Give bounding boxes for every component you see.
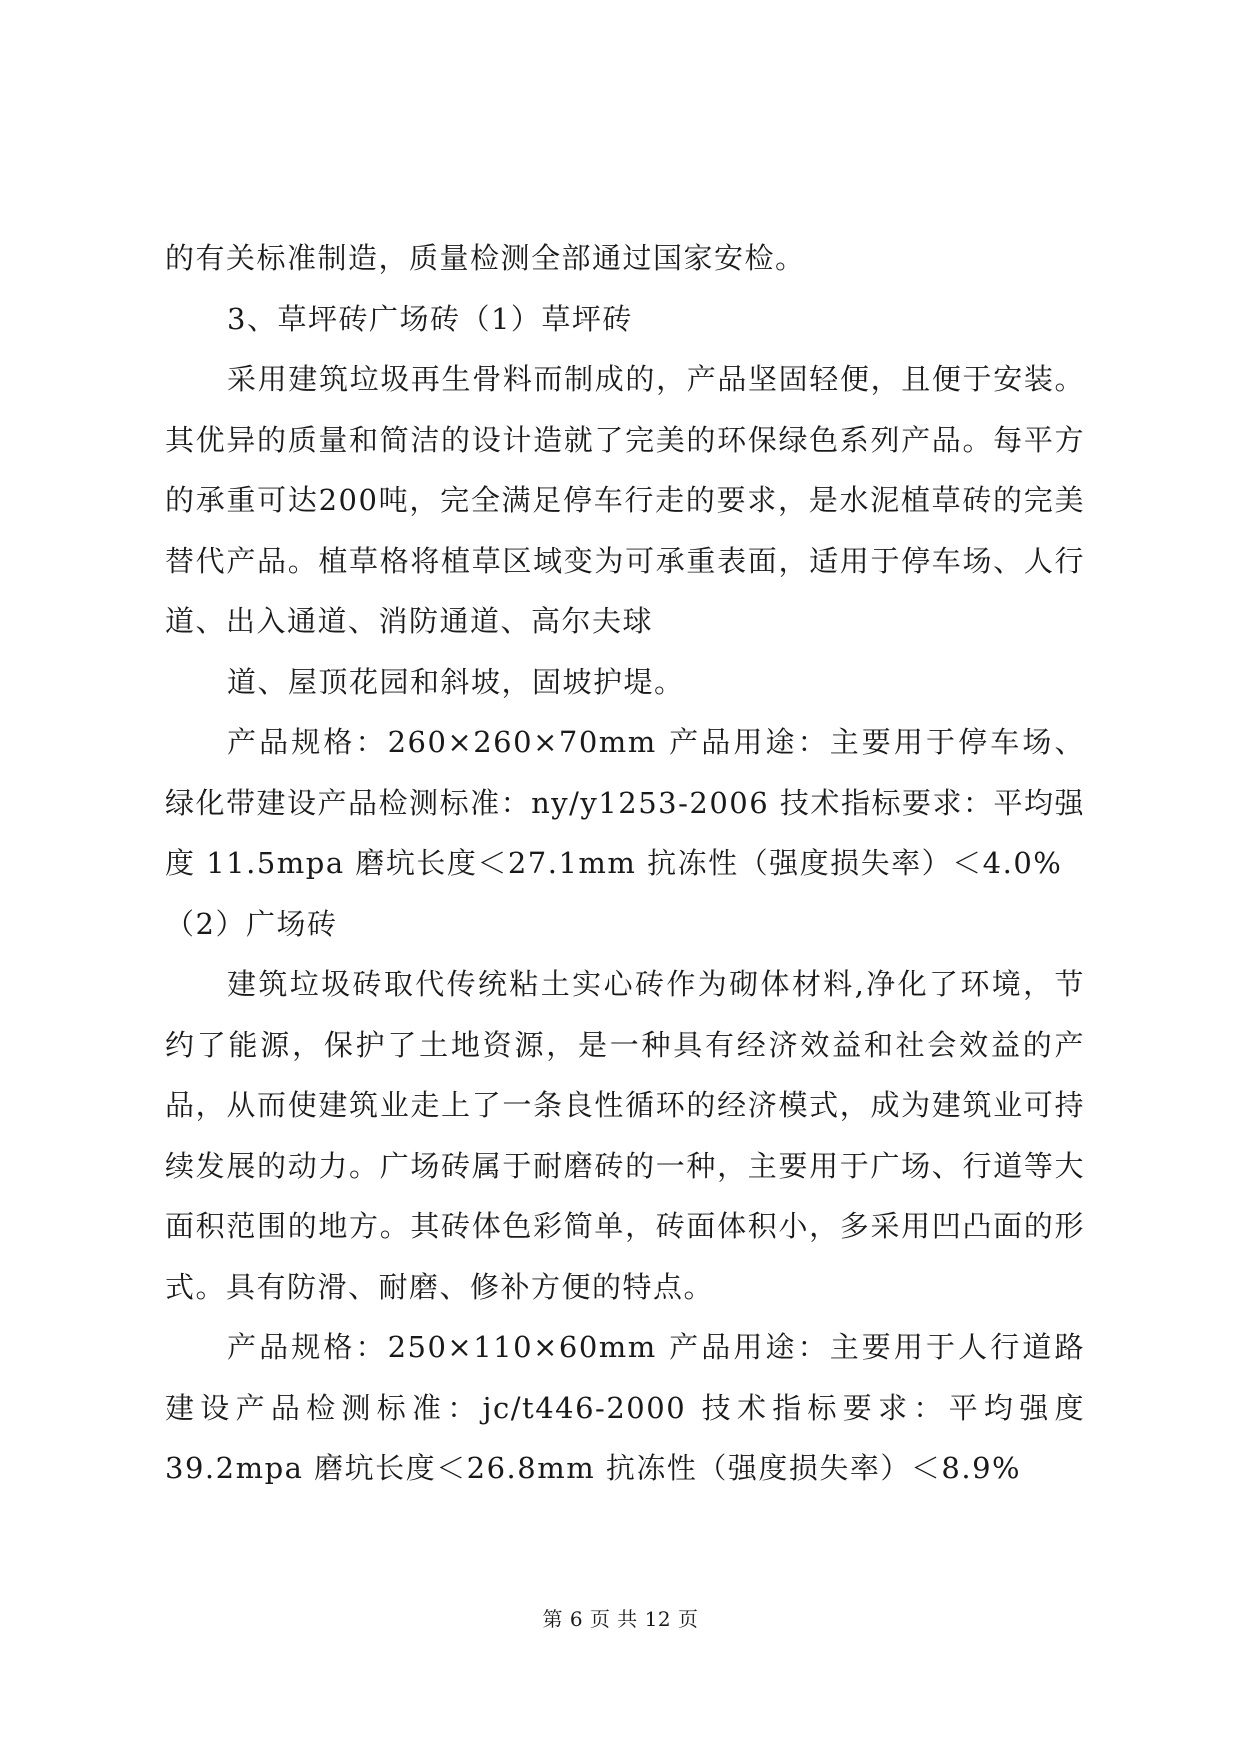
product-spec-paragraph: 产品规格：260×260×70mm 产品用途：主要用于停车场、绿化带建设产品检测标准：ny/y1253-2006 技术指标要求：平均强度 11.5mpa 磨坑长度＜27.1mm 抗冻性（强度损失率）＜4.0% [165, 725, 1085, 880]
paragraph: 的有关标准制造，质量检测全部通过国家安检。 [165, 241, 806, 275]
page-number-footer: 第 6 页 共 12 页 [542, 1607, 699, 1631]
paragraph: 建筑垃圾砖取代传统粘土实心砖作为砌体材料,净化了环境，节约了能源，保护了土地资源，是一种具有经济效益和社会效益的产品，从而使建筑业走上了一条良性循环的经济模式，成为建筑业可持续发展的动力。广场砖属于耐磨砖的一种，主要用于广场、行道等大面积范围的地方。其砖体色彩简单，砖面体积小，多采用凹凸面的形式。具有防滑、耐磨、修补方便的特点。 [165, 967, 1085, 1304]
subsection-heading: （2）广场砖 [165, 906, 338, 941]
paragraph: 道、屋顶花园和斜坡，固坡护堤。 [227, 664, 685, 699]
product-spec-paragraph: 产品规格：250×110×60mm 产品用途：主要用于人行道路建设产品检测标准：jc/t446-2000 技术指标要求：平均强度 39.2mpa 磨坑长度＜26.8mm 抗冻性（强度损失率）＜8.9% [165, 1330, 1085, 1485]
section-heading: 3、草坪砖广场砖（1）草坪砖 [227, 301, 633, 336]
paragraph: 采用建筑垃圾再生骨料而制成的，产品坚固轻便，且便于安装。其优异的质量和简洁的设计造就了完美的环保绿色系列产品。每平方的承重可达200吨，完全满足停车行走的要求，是水泥植草砖的完美替代产品。植草格将植草区域变为可承重表面，适用于停车场、人行道、出入通道、消防通道、高尔夫球 [165, 362, 1085, 638]
body-text [165, 228, 1085, 1499]
